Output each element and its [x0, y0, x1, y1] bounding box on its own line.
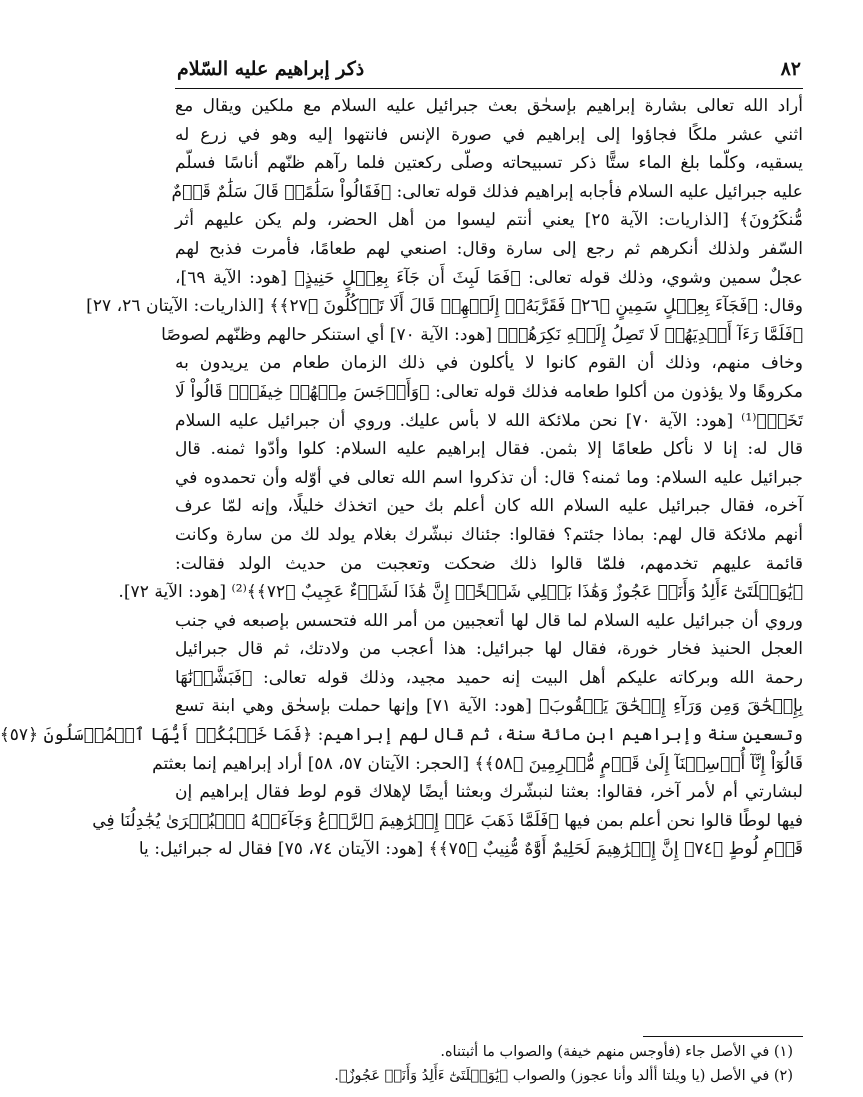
text-line: أراد الله تعالى بشارة إبراهيم بإسحٰق بعث جبرائيل عليه السلام مع ملكين ويقال مع	[175, 96, 803, 116]
text-line: فيها لوطًا قالوا نحن أعلم بمن فيها ﴿فَلَمَّا ذَهَبَ عَنۡ إِبۡرَٰهِيمَ ٱلرَّوۡعُ وَجَآءَتۡهُ ٱلۡبُشۡرَىٰ يُجَٰدِلُنَا فِي	[92, 810, 803, 831]
text-line: مُّنكَرُونَ﴾ [الذاريات: الآية ٢٥] يعني أنتم ليسوا من أهل الحضر، ولم يكن عليهم أثر	[175, 210, 803, 231]
text-line: بِإِسۡحَٰقَ وَمِن وَرَآءِ إِسۡحَٰقَ يَعۡقُوبَ﴾ [هود: الآية ٧١] وإنها حملت بإسحٰق وهي ابنة تسع	[175, 696, 803, 717]
page-number: ٨٢	[780, 58, 801, 80]
text-line: لبشارتي أم لأمر آخر، فقالوا: بعثنا لنبشّرك وبعثنا أيضًا لإهلاك قوم لوط فقال إبراهيم إن	[175, 782, 803, 803]
chapter-title: ذكر إبراهيم عليه السّلام	[177, 58, 365, 80]
text-line: وروي أن جبرائيل عليه السلام لما قال لها أتعجبين من أمر الله فتحسس بإصبعه في جنب	[175, 610, 803, 631]
footnote: (٢) في الأصل (يا ويلتا أألد وأنا عجوز) والصواب ﴿يَٰوَيۡلَتَىٰٓ ءَأَلِدُ وَأَنَا۠ عَجُوزٌ﴾.	[334, 1068, 793, 1084]
footnote-divider	[643, 1036, 803, 1037]
text-line: عليه جبرائيل عليه السلام فأجابه إبراهيم فذلك قوله تعالى: ﴿فَقَالُواْ سَلَٰمًاۖ قَالَ سَلَٰمٌ قَوۡمٌ	[171, 181, 803, 202]
text-line: السّفر ولذلك أنكرهم ثم رجع إلى سارة وقال: اصنعي لهم طعامًا، فأمرت فذبح لهم	[175, 238, 803, 259]
text-line: اثني عشر ملكًا فجاؤوا إلى إبراهيم في صورة الإنس فانتهوا إليه وهو في زرع له	[175, 124, 803, 145]
text-line: وقال: ﴿فَجَآءَ بِعِجۡلٍ سَمِينٍ ﴿٢٦﴾ فَقَرَّبَهُۥٓ إِلَيۡهِمۡ قَالَ أَلَا تَأۡكُلُونَ ﴿٢٧﴾﴾ [الذاريات: الآيتان ٢٦، ٢٧]	[86, 296, 803, 317]
text-line: ﴿يَٰوَيۡلَتَىٰٓ ءَأَلِدُ وَأَنَا۠ عَجُوزٌ وَهَٰذَا بَعۡلِي شَيۡخًاۖ إِنَّ هَٰذَا لَشَيۡءٌ عَجِيبٌ ﴿٧٢﴾﴾⁽²⁾ [هود: الآية ٧٢].	[118, 582, 803, 603]
footnote: (١) في الأصل جاء (فأوجس منهم خيفة) والصواب ما أثبتناه.	[440, 1044, 793, 1060]
text-line: قَوۡمِ لُوطٍ ﴿٧٤﴾ إِنَّ إِبۡرَٰهِيمَ لَحَلِيمٌ أَوَّٰهٌ مُّنِيبٌ ﴿٧٥﴾﴾ [هود: الآيتان ٧٤، ٧٥] فقال له جبرائيل: يا	[138, 839, 803, 860]
text-line: وخاف منهم، وذلك أن القوم كانوا لا يأكلون في ذلك الزمان طعام من يريدون به	[175, 353, 803, 374]
text-line: وتسعين سنة وإبراهيم ابن مائة سنة، ثم قال لهم إبراهيم: ﴿فَمَا خَطۡبُكُمۡ أَيُّهَا ٱلۡمُرۡسَلُونَ ﴿٥٧﴾	[0, 725, 803, 746]
text-line: العجل الحنيذ فخار خورة، فقال لها جبرائيل: هذا أعجب من ولادتك، ثم قال جبرائيل	[175, 639, 803, 660]
text-line: أنهم ملائكة قال لهم: بماذا جئتم؟ فقالوا: جئناك نبشّرك بغلام يولد لك من سارة وكانت	[175, 524, 803, 545]
text-line: يسقيه، وكلّما بلغ الماء ستًّا ذكر تسبيحاته وصلّى ركعتين فلما رآهم ظنّهم أناسًا فسلّم	[175, 153, 803, 174]
text-line: قال له: إنا لا نأكل طعامًا إلا بثمن. فقال إبراهيم عليه السلام: كلوا وأدّوا ثمنه. قال	[175, 439, 803, 460]
text-line: رحمة الله وبركاته عليكم أهل البيت إنه حميد مجيد، وذلك قوله تعالى: ﴿فَبَشَّرۡنَٰهَا	[175, 667, 803, 688]
text-line: آخره، فقال جبرائيل عليه السلام الله كان أعلم بك حين اتخذك خليلًا، وإنه لمّا عرف	[175, 496, 803, 517]
text-line: ﴿فَلَمَّا رَءَآ أَيۡدِيَهُمۡ لَا تَصِلُ إِلَيۡهِ نَكِرَهُمۡ﴾ [هود: الآية ٧٠] أي استنكر حالهم وظنّهم لصوصًا	[161, 324, 803, 345]
text-line: قَالُوٓاْ إِنَّآ أُرۡسِلۡنَآ إِلَىٰ قَوۡمٍ مُّجۡرِمِينَ ﴿٥٨﴾﴾ [الحجر: الآيتان ٥٧، ٥٨] أراد إبراهيم إنما بعثتم	[152, 753, 803, 774]
text-line: جبرائيل عليه السلام: وما ثمنه؟ قال: أن تذكروا اسم الله تعالى في أوّله وأن تحمدوه في	[175, 467, 803, 488]
text-line: قائمة عليهم تخدمهم، فلمّا قالوا ذلك ضحكت وتعجبت من حديث الولد فقالت:	[175, 553, 803, 574]
body-text	[0, 92, 803, 864]
running-header	[175, 54, 803, 89]
footnotes	[175, 1040, 793, 1088]
text-line: تَخَفۡ﴾⁽¹⁾ [هود: الآية ٧٠] نحن ملائكة الله لا بأس عليك. وروي أن جبرائيل عليه السلام	[175, 410, 803, 431]
text-line: عجلٌ سمين وشوي، وذلك قوله تعالى: ﴿فَمَا لَبِثَ أَن جَآءَ بِعِجۡلٍ حَنِيذٍ﴾ [هود: الآية ٦٩]،	[175, 267, 803, 288]
text-line: مكروهًا ولا يؤذون من أكلوا طعامه فذلك قوله تعالى: ﴿وَأَوۡجَسَ مِنۡهُمۡ خِيفَةًۚ قَالُواْ لَا	[175, 381, 803, 402]
